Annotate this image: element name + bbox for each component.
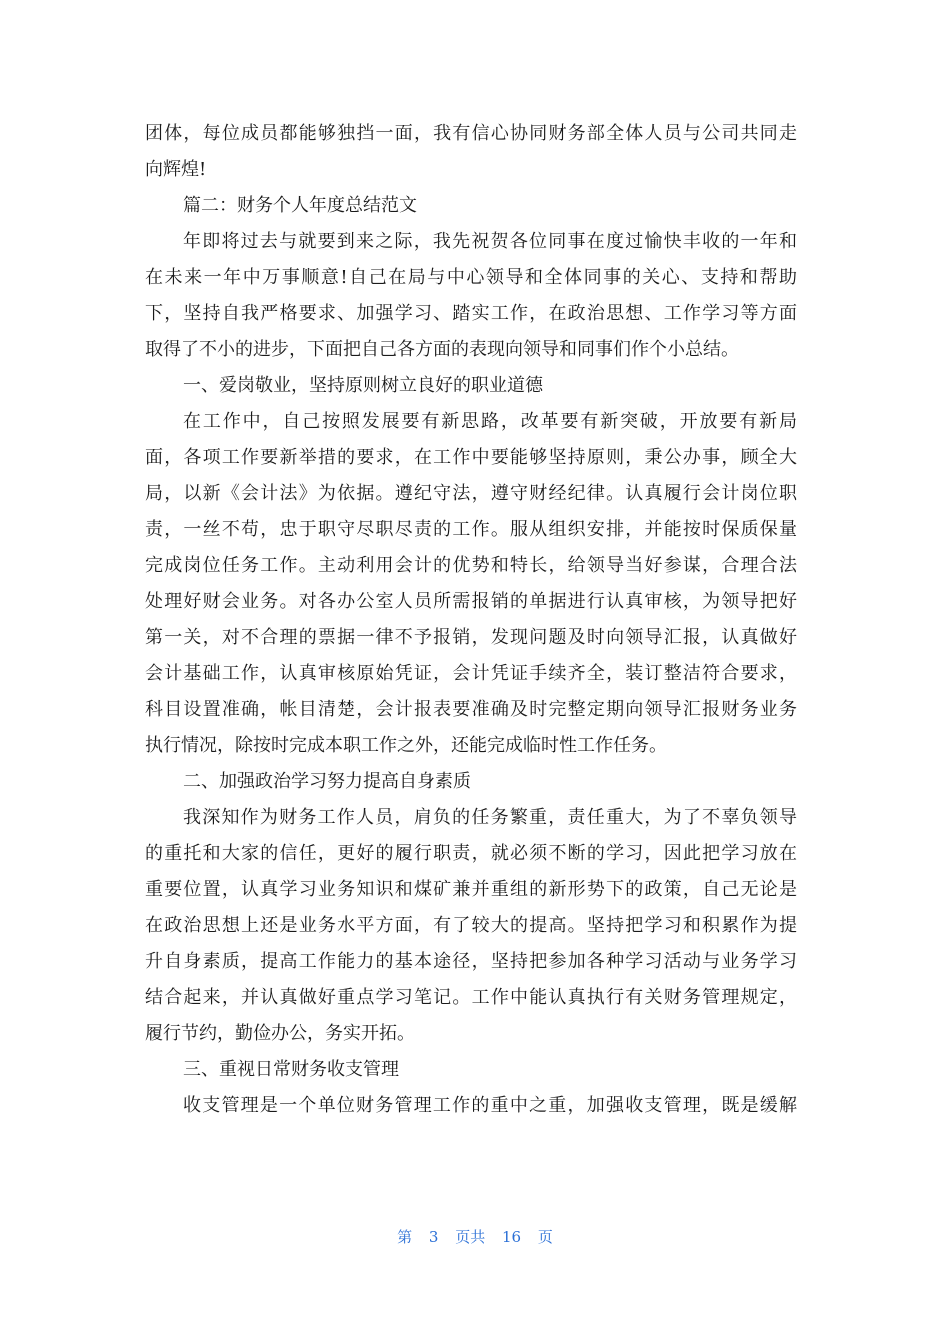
- text-line: 在工作中，自己按照发展要有新思路，改革要有新突破，开放要有新局: [183, 411, 797, 432]
- text-line: 责，一丝不苟，忠于职守尽职尽责的工作。服从组织安排，并能按时保质保量: [145, 519, 797, 540]
- text-line: 向辉煌!: [145, 159, 207, 180]
- text-line: 年即将过去与就要到来之际，我先祝贺各位同事在度过愉快丰收的一年和: [183, 231, 797, 252]
- text-line: 二、加强政治学习努力提高自身素质: [183, 771, 471, 792]
- text-line: 第一关，对不合理的票据一律不予报销，发现问题及时向领导汇报，认真做好: [145, 627, 797, 648]
- text-line: 局，以新《会计法》为依据。遵纪守法，遵守财经纪律。认真履行会计岗位职: [145, 483, 797, 504]
- footer-suffix: 页: [537, 1228, 553, 1246]
- text-line: 我深知作为财务工作人员，肩负的任务繁重，责任重大，为了不辜负领导: [183, 807, 797, 828]
- footer-total-pages: 16: [502, 1228, 522, 1246]
- footer-prefix: 第: [397, 1228, 413, 1246]
- text-line: 履行节约，勤俭办公，务实开拓。: [145, 1023, 415, 1044]
- text-line: 的重托和大家的信任，更好的履行职责，就必须不断的学习，因此把学习放在: [145, 843, 797, 864]
- text-line: 下，坚持自我严格要求、加强学习、踏实工作，在政治思想、工作学习等方面: [145, 303, 797, 324]
- text-line: 结合起来，并认真做好重点学习笔记。工作中能认真执行有关财务管理规定，: [145, 987, 797, 1008]
- footer-current-page: 3: [428, 1228, 439, 1246]
- text-line: 团体，每位成员都能够独挡一面，我有信心协同财务部全体人员与公司共同走: [145, 123, 797, 144]
- text-line: 完成岗位任务工作。主动利用会计的优势和特长，给领导当好参谋，合理合法: [145, 555, 797, 576]
- text-line: 执行情况，除按时完成本职工作之外，还能完成临时性工作任务。: [145, 735, 667, 756]
- text-line: 三、重视日常财务收支管理: [183, 1059, 399, 1080]
- text-line: 取得了不小的进步，下面把自己各方面的表现向领导和同事们作个小总结。: [145, 339, 739, 360]
- page-footer: [0, 1226, 950, 1247]
- footer-middle: 页共: [455, 1228, 486, 1246]
- text-line: 面，各项工作要新举措的要求，在工作中要能够坚持原则，秉公办事，顾全大: [145, 447, 797, 468]
- text-line: 在未来一年中万事顺意!自己在局与中心领导和全体同事的关心、支持和帮助: [145, 267, 797, 288]
- text-line: 篇二：财务个人年度总结范文: [183, 195, 417, 216]
- text-line: 升自身素质，提高工作能力的基本途径，坚持把参加各种学习活动与业务学习: [145, 951, 797, 972]
- text-line: 在政治思想上还是业务水平方面，有了较大的提高。坚持把学习和积累作为提: [145, 915, 797, 936]
- text-line: 收支管理是一个单位财务管理工作的重中之重，加强收支管理，既是缓解: [183, 1095, 797, 1116]
- text-line: 一、爱岗敬业，坚持原则树立良好的职业道德: [183, 375, 543, 396]
- text-line: 重要位置，认真学习业务知识和煤矿兼并重组的新形势下的政策，自己无论是: [145, 879, 797, 900]
- document-body: [145, 116, 797, 1124]
- text-line: 科目设置准确，帐目清楚，会计报表要准确及时完整定期向领导汇报财务业务: [145, 699, 797, 720]
- text-line: 会计基础工作，认真审核原始凭证，会计凭证手续齐全，装订整洁符合要求，: [145, 663, 797, 684]
- text-line: 处理好财会业务。对各办公室人员所需报销的单据进行认真审核，为领导把好: [145, 591, 797, 612]
